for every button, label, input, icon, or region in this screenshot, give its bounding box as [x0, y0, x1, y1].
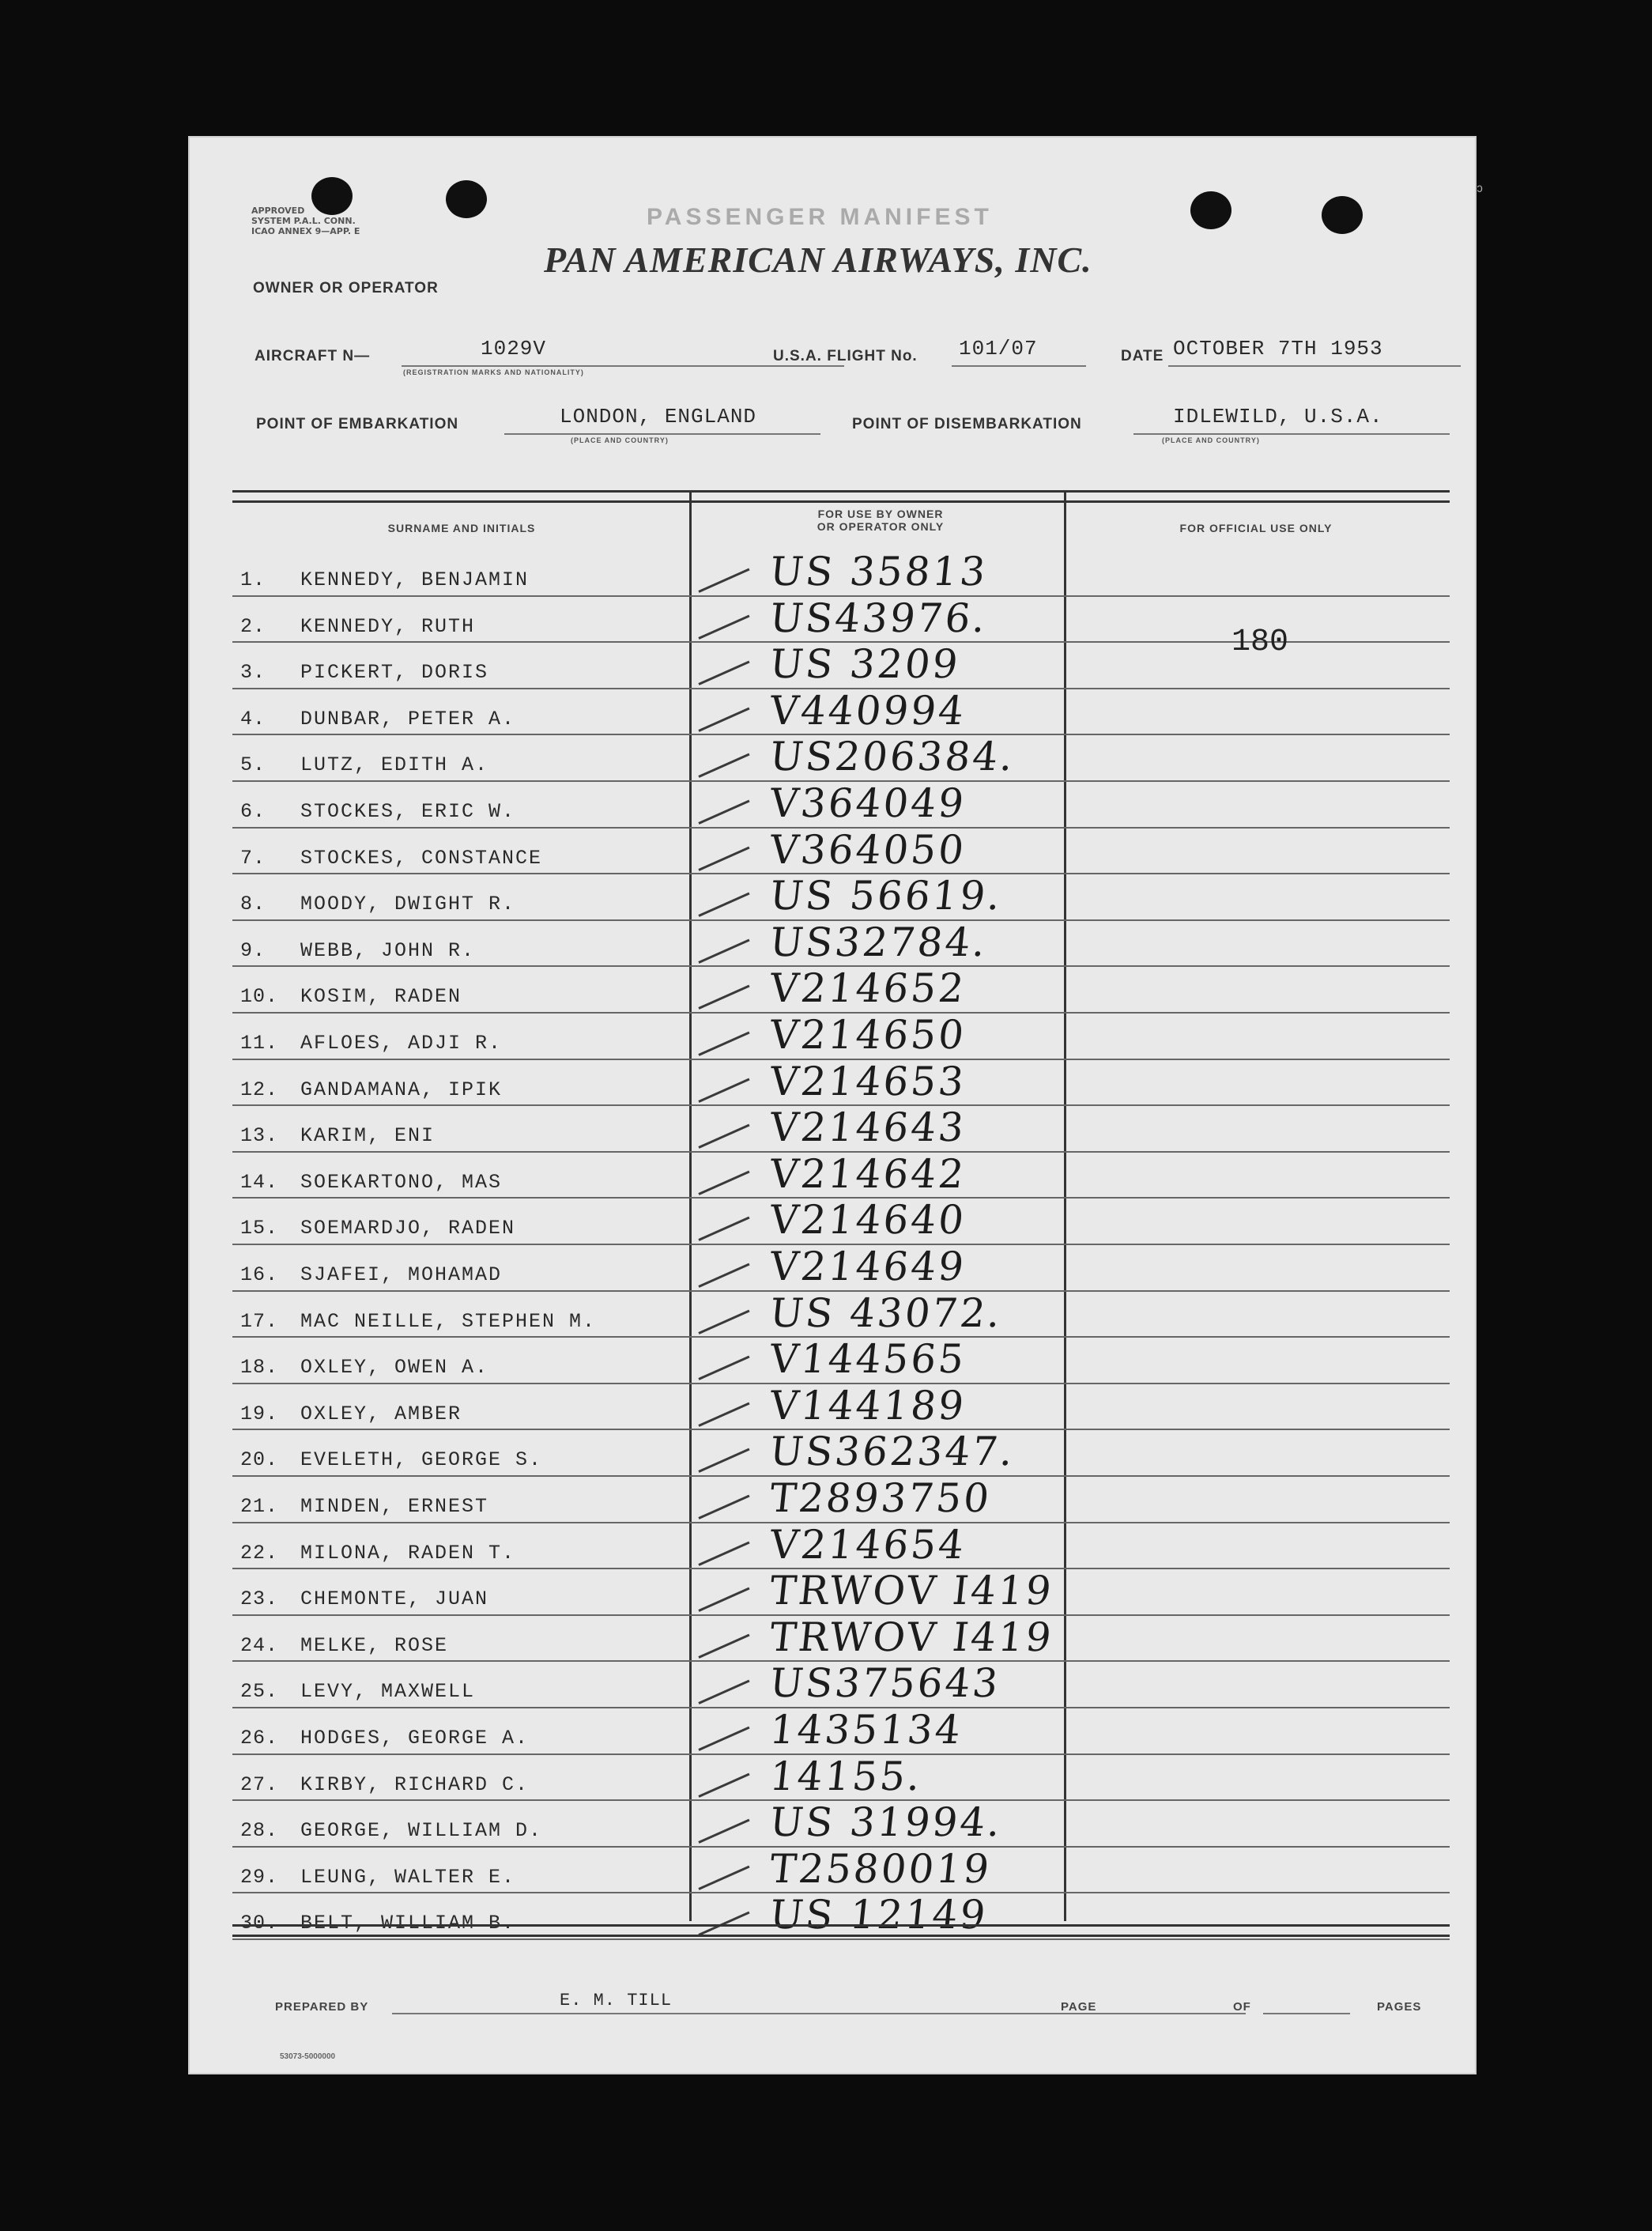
passenger-number: 29.: [240, 1865, 279, 1889]
passenger-number: 17.: [240, 1309, 279, 1333]
passenger-name: KIRBY, RICHARD C.: [300, 1772, 530, 1796]
check-mark: [698, 1217, 749, 1241]
prepared-by-value: E. M. TILL: [560, 1991, 673, 2010]
check-mark: [698, 1633, 749, 1658]
passenger-name: KENNEDY, RUTH: [300, 614, 476, 638]
flight-underline: [952, 365, 1086, 367]
owner-label: OWNER OR OPERATOR: [253, 280, 439, 296]
embarkation-underline: [504, 433, 820, 435]
passenger-name: GEORGE, WILLIAM D.: [300, 1819, 543, 1843]
passenger-number: 23.: [240, 1587, 279, 1611]
aircraft-value: 1029V: [481, 337, 547, 361]
embarkation-label: POINT OF EMBARKATION: [256, 416, 459, 432]
check-mark: [698, 1263, 749, 1288]
passenger-name: BELT, WILLIAM B.: [300, 1912, 516, 1935]
check-mark: [698, 1309, 749, 1334]
check-mark: [698, 707, 749, 731]
passport-number: US 12149: [767, 1892, 990, 1938]
passenger-number: 21.: [240, 1495, 279, 1518]
passenger-number: 7.: [240, 846, 266, 870]
approval-line: ICAO ANNEX 9—APP. E: [251, 226, 360, 236]
passport-number: US32784.: [767, 919, 990, 965]
table-row: [232, 1150, 1450, 1199]
passport-number: V214654: [767, 1521, 969, 1568]
passenger-name: MELKE, ROSE: [300, 1633, 449, 1657]
passport-number: V214643: [767, 1104, 969, 1151]
passport-number: V364050: [767, 826, 969, 873]
check-mark: [698, 846, 749, 870]
passenger-name: KENNEDY, BENJAMIN: [300, 568, 530, 591]
disembarkation-sub: (PLACE AND COUNTRY): [1162, 436, 1260, 444]
passport-number: V214642: [767, 1150, 969, 1197]
passenger-name: LEVY, MAXWELL: [300, 1680, 476, 1704]
passenger-number: 10.: [240, 985, 279, 1009]
table-row: [232, 1845, 1450, 1893]
table-row: [232, 1662, 1450, 1708]
punch-hole: [1322, 196, 1363, 234]
passport-number: US206384.: [767, 734, 1018, 780]
check-mark: [698, 1727, 749, 1751]
embarkation-sub: (PLACE AND COUNTRY): [571, 436, 669, 444]
passenger-name: LUTZ, EDITH A.: [300, 753, 489, 777]
passport-number: US375643: [767, 1660, 1003, 1707]
passenger-number: 4.: [240, 707, 266, 730]
passport-number: 14155.: [767, 1753, 926, 1799]
official-column-header: FOR OFFICIAL USE ONLY: [1179, 522, 1333, 534]
passport-number: V214649: [767, 1244, 969, 1289]
check-mark: [698, 1680, 749, 1704]
passport-number: US43976.: [767, 595, 990, 641]
passport-number: V144189: [767, 1382, 969, 1429]
table-row: [232, 1384, 1450, 1430]
table-row: [232, 921, 1450, 967]
passenger-number: 26.: [240, 1727, 279, 1750]
passenger-number: 6.: [240, 800, 266, 823]
passenger-name: GANDAMANA, IPIK: [300, 1078, 503, 1101]
of-label: OF: [1233, 2000, 1251, 2014]
disembarkation-underline: [1133, 433, 1450, 435]
passenger-name: KARIM, ENI: [300, 1124, 436, 1148]
passenger-number: 8.: [240, 893, 266, 916]
passport-number: US 3209: [767, 641, 963, 688]
passenger-name: MINDEN, ERNEST: [300, 1495, 489, 1518]
owner-column-header-line: FOR USE BY OWNER: [817, 508, 944, 520]
manifest-sheet: [188, 136, 1483, 2074]
passport-number: 1435134: [767, 1707, 965, 1753]
check-mark: [698, 1541, 749, 1565]
prepared-by-label: PREPARED BY: [275, 2000, 369, 2014]
aircraft-underline: [402, 365, 844, 367]
passport-number: V214652: [767, 965, 969, 1012]
owner-column-header-line: OR OPERATOR ONLY: [817, 520, 945, 533]
check-mark: [698, 985, 749, 1010]
table-row: [232, 1338, 1450, 1384]
passport-number: V440994: [767, 687, 969, 734]
check-mark: [698, 1356, 749, 1380]
table-bottom-rule: [232, 1924, 1450, 1937]
passenger-name: MAC NEILLE, STEPHEN M.: [300, 1309, 597, 1333]
passport-number: V364049: [767, 780, 969, 826]
passenger-number: 5.: [240, 753, 266, 777]
page-label: PAGE: [1061, 2000, 1097, 2014]
passenger-number: 20.: [240, 1448, 279, 1472]
passport-number: US362347.: [767, 1429, 1018, 1475]
check-mark: [698, 661, 749, 685]
table-row: [232, 1569, 1450, 1615]
owner-column-header: [699, 508, 1062, 533]
passenger-number: 16.: [240, 1263, 279, 1286]
form-title: PASSENGER MANIFEST: [647, 204, 993, 230]
page-underline: [1105, 2013, 1192, 2014]
check-mark: [698, 893, 749, 917]
passenger-name: CHEMONTE, JUAN: [300, 1587, 489, 1611]
passenger-name: DUNBAR, PETER A.: [300, 707, 516, 730]
passport-number: US 35813: [767, 549, 990, 595]
passenger-name: HODGES, GEORGE A.: [300, 1727, 530, 1750]
passport-number: US 31994.: [767, 1799, 1005, 1846]
passenger-name: MOODY, DWIGHT R.: [300, 893, 516, 916]
passport-number: T2580019: [767, 1845, 994, 1892]
approval-line: SYSTEM P.A.L. CONN.: [251, 216, 356, 226]
table-row: [232, 1060, 1450, 1106]
table-row: [232, 1106, 1450, 1152]
passenger-number: 2.: [240, 614, 266, 638]
check-mark: [698, 1402, 749, 1426]
passenger-name: PICKERT, DORIS: [300, 661, 489, 685]
table-row: [232, 1523, 1450, 1569]
table-row: [232, 782, 1450, 828]
pages-label: PAGES: [1377, 2000, 1422, 2014]
row-rule: [232, 1938, 1450, 1940]
check-mark: [698, 568, 749, 593]
form-code: 53073-5000000: [280, 2052, 336, 2061]
flight-value: 101/07: [959, 337, 1038, 361]
table-row: [232, 1477, 1450, 1523]
passport-number: TRWOV I419: [767, 1568, 1056, 1614]
check-mark: [698, 753, 749, 778]
passenger-number: 12.: [240, 1078, 279, 1101]
check-mark: [698, 1448, 749, 1473]
table-row: [232, 1289, 1450, 1338]
passport-number: TRWOV I419: [767, 1614, 1056, 1660]
table-row: [232, 826, 1450, 874]
passenger-name: WEBB, JOHN R.: [300, 938, 476, 962]
passenger-name: MILONA, RADEN T.: [300, 1541, 516, 1565]
passenger-number: 19.: [240, 1402, 279, 1425]
passenger-number: 11.: [240, 1032, 279, 1055]
check-mark: [698, 1124, 749, 1149]
embarkation-value: LONDON, ENGLAND: [560, 405, 757, 428]
passenger-number: 28.: [240, 1819, 279, 1843]
passenger-name: STOCKES, CONSTANCE: [300, 846, 543, 870]
passenger-name: OXLEY, AMBER: [300, 1402, 462, 1425]
disembarkation-label: POINT OF DISEMBARKATION: [852, 416, 1082, 432]
passport-number: V144565: [767, 1336, 969, 1383]
table-row: [232, 1708, 1450, 1754]
passenger-name: EVELETH, GEORGE S.: [300, 1448, 543, 1472]
aircraft-label: AIRCRAFT N—: [255, 348, 371, 364]
check-mark: [698, 800, 749, 825]
punch-hole: [446, 180, 487, 218]
check-mark: [698, 938, 749, 963]
passenger-name: LEUNG, WALTER E.: [300, 1865, 516, 1889]
date-value: OCTOBER 7TH 1953: [1173, 337, 1383, 361]
passport-number: V214640: [767, 1197, 969, 1244]
table-row: [232, 967, 1450, 1013]
passenger-table: [232, 490, 1450, 1970]
passenger-name: AFLOES, ADJI R.: [300, 1032, 503, 1055]
of-underline: [1263, 2013, 1350, 2014]
check-mark: [698, 1772, 749, 1797]
passenger-number: 1.: [240, 568, 266, 591]
passenger-name: KOSIM, RADEN: [300, 985, 462, 1009]
check-mark: [698, 614, 749, 639]
passenger-number: 22.: [240, 1541, 279, 1565]
check-mark: [698, 1495, 749, 1519]
check-mark: [698, 1819, 749, 1844]
table-row: [232, 1245, 1450, 1291]
passenger-number: 13.: [240, 1124, 279, 1148]
passenger-name: SOEMARDJO, RADEN: [300, 1217, 516, 1240]
passenger-number: 25.: [240, 1680, 279, 1704]
date-label: DATE: [1121, 348, 1164, 364]
passport-number: V214650: [767, 1012, 969, 1058]
table-top-rule: [232, 490, 1450, 503]
table-row: [232, 735, 1450, 781]
table-row: [232, 1616, 1450, 1662]
passenger-number: 15.: [240, 1217, 279, 1240]
passenger-number: 24.: [240, 1633, 279, 1657]
disembarkation-value: IDLEWILD, U.S.A.: [1173, 405, 1383, 428]
passenger-name: STOCKES, ERIC W.: [300, 800, 516, 823]
table-row: [232, 1199, 1450, 1244]
passenger-name: SJAFEI, MOHAMAD: [300, 1263, 503, 1286]
passenger-number: 9.: [240, 938, 266, 962]
punch-hole: [1190, 191, 1231, 229]
official-note: 180: [1231, 625, 1289, 660]
company-name: PAN AMERICAN AIRWAYS, INC.: [544, 240, 1092, 280]
passenger-name: OXLEY, OWEN A.: [300, 1356, 489, 1380]
table-row: [232, 689, 1450, 735]
surname-column-header: SURNAME AND INITIALS: [387, 522, 536, 534]
check-mark: [698, 1170, 749, 1195]
passport-number: US 43072.: [767, 1289, 1005, 1336]
passenger-number: 3.: [240, 661, 266, 685]
flight-label: U.S.A. FLIGHT No.: [773, 348, 918, 364]
aircraft-sub: (REGISTRATION MARKS AND NATIONALITY): [403, 368, 584, 376]
approval-line: APPROVED: [251, 206, 305, 216]
check-mark: [698, 1865, 749, 1889]
passenger-name: SOEKARTONO, MAS: [300, 1170, 503, 1194]
table-row: [232, 550, 1450, 596]
table-row: [232, 1755, 1450, 1801]
table-row: [232, 1014, 1450, 1059]
passenger-number: 27.: [240, 1772, 279, 1796]
passport-number: T2893750: [767, 1475, 994, 1521]
passport-number: US 56619.: [767, 873, 1005, 919]
passport-number: V214653: [767, 1058, 969, 1104]
table-row: [232, 1430, 1450, 1476]
check-mark: [698, 1032, 749, 1056]
passenger-number: 30.: [240, 1912, 279, 1935]
check-mark: [698, 1078, 749, 1102]
table-row: [232, 1801, 1450, 1847]
passenger-number: 18.: [240, 1356, 279, 1380]
approval-stamp: [251, 206, 360, 236]
passenger-number: 14.: [240, 1170, 279, 1194]
check-mark: [698, 1587, 749, 1612]
date-underline: [1168, 365, 1461, 367]
pencil-mark: ᵓ: [1477, 180, 1483, 200]
table-row: [232, 874, 1450, 920]
